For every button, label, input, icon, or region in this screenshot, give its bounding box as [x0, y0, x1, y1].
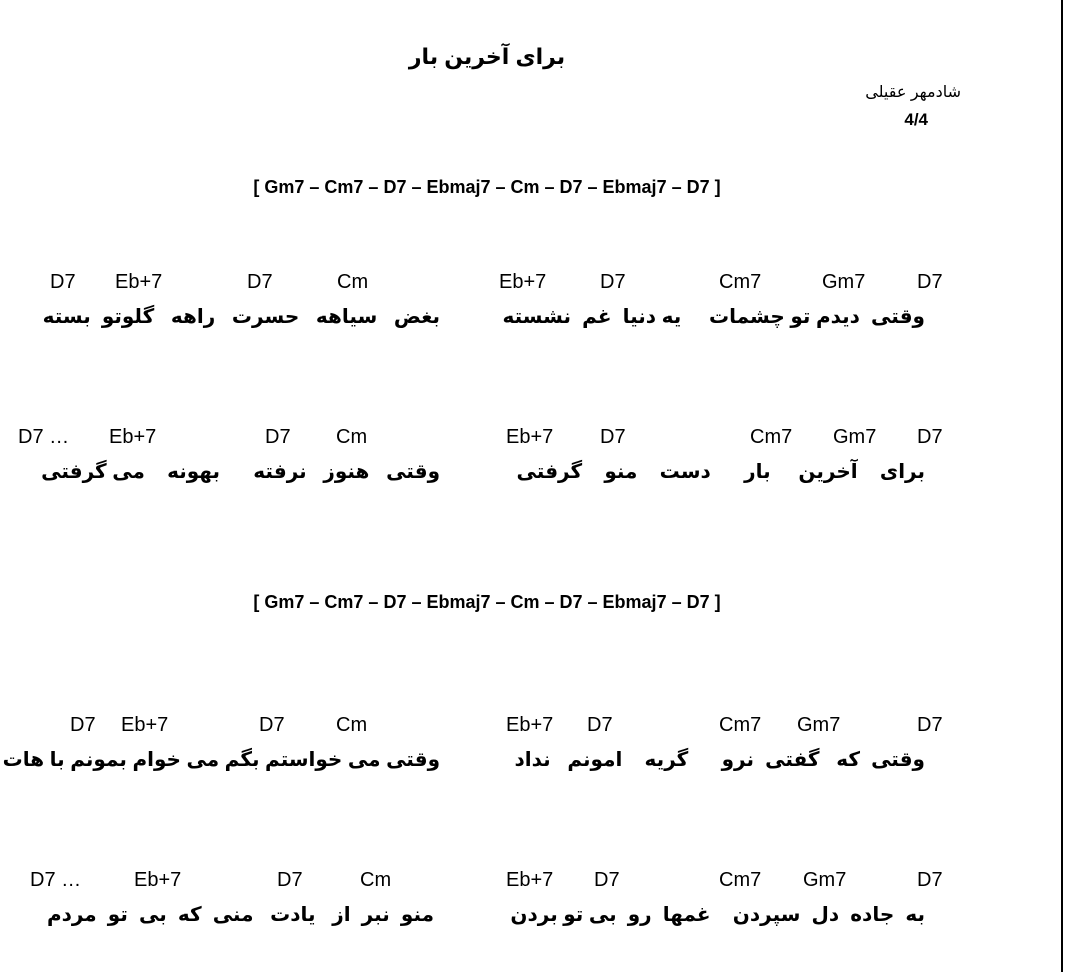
chord: D7 [277, 869, 303, 891]
chord: D7 … [30, 869, 82, 891]
time-signature: 4/4 [904, 110, 928, 129]
page-right-border [1061, 0, 1063, 972]
chord: D7 [265, 426, 291, 448]
chord: D7 [594, 869, 620, 891]
chord: D7 [247, 271, 273, 293]
chord-progression-intro: [ Gm7 – Cm7 – D7 – Ebmaj7 – Cm – D7 – Ebmaj7 – D7 ] [253, 177, 721, 197]
chord: Gm7 [833, 426, 877, 448]
lyric-right: به جاده دل سپردن غمها رو بی تو بردن [510, 904, 925, 926]
chord: Cm [360, 869, 392, 891]
lyric-left: بغض سیاهه حسرت راهه گلوتو بسته [42, 306, 440, 328]
song-title: برای آخرین بار [408, 44, 566, 69]
chord: Eb+7 [115, 271, 163, 293]
lyric-left: منو نبر از یادت منی که بی تو مردم [46, 904, 434, 926]
chord-progression-interlude: [ Gm7 – Cm7 – D7 – Ebmaj7 – Cm – D7 – Ebmaj7 – D7 ] [253, 592, 721, 612]
chord: D7 [917, 714, 943, 736]
lyric-left: وقتی هنوز نرفته بهونه می گرفتی [41, 461, 440, 483]
chord: D7 [600, 426, 626, 448]
chord: Eb+7 [134, 869, 182, 891]
chord: Cm7 [719, 271, 762, 293]
chord: Eb+7 [506, 714, 554, 736]
chord: Cm7 [719, 714, 762, 736]
lyric-right: وقتی که گفتی نرو گریه امونم نداد [514, 749, 925, 771]
chord: Eb+7 [121, 714, 169, 736]
chord: D7 [600, 271, 626, 293]
chord: D7 [50, 271, 76, 293]
chord: Gm7 [803, 869, 847, 891]
chord: Cm [336, 714, 368, 736]
chord: Eb+7 [506, 426, 554, 448]
song-author: شادمهر عقیلی [865, 84, 961, 101]
chord: D7 … [18, 426, 70, 448]
lyric-right: برای آخرین بار دست منو گرفتی [516, 461, 925, 483]
chord: Cm [337, 271, 369, 293]
chord: D7 [587, 714, 613, 736]
chord: D7 [917, 869, 943, 891]
chord: Eb+7 [506, 869, 554, 891]
chord: Cm7 [750, 426, 793, 448]
chord: Gm7 [797, 714, 841, 736]
lyric-left: وقتی می خواستم بگم می خوام بمونم با هات [2, 749, 440, 771]
chord: Eb+7 [109, 426, 157, 448]
chord: D7 [917, 271, 943, 293]
chord: Cm [336, 426, 368, 448]
chord: D7 [917, 426, 943, 448]
chord: D7 [259, 714, 285, 736]
chord: Eb+7 [499, 271, 547, 293]
chord: Gm7 [822, 271, 866, 293]
lyric-right: وقتی دیدم تو چشمات یه دنیا غم نشسته [502, 306, 925, 328]
chord: Cm7 [719, 869, 762, 891]
chord: D7 [70, 714, 96, 736]
